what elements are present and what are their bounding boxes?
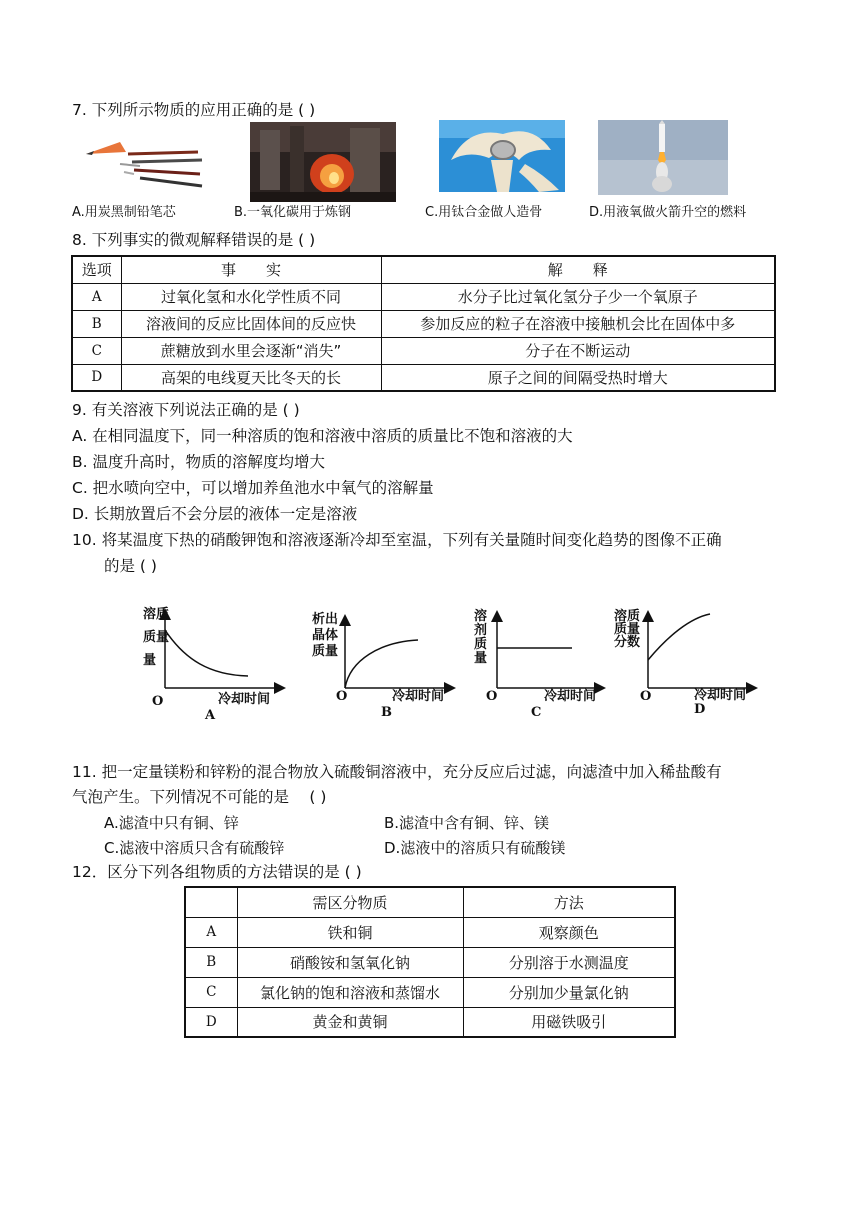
table-row	[185, 917, 675, 947]
table-row	[72, 337, 775, 364]
table-header: 方法	[463, 887, 675, 917]
table-row	[185, 977, 675, 1007]
steelmaking-image	[250, 122, 396, 202]
graph-d-letter: D	[694, 702, 706, 717]
graph-b	[312, 611, 450, 720]
graph-c-ylabel: 量	[474, 651, 488, 666]
table-cell: 参加反应的粒子在溶液中接触机会比在固体中多	[381, 310, 775, 337]
graph-b-ylabel: 析出	[312, 612, 339, 627]
table-header-row	[185, 887, 675, 917]
graph-c-xlabel: 冷却时间	[544, 689, 597, 704]
table-cell: 分别溶于水测温度	[463, 947, 675, 977]
graph-c-ylabel: 质	[474, 637, 488, 652]
table-cell: B	[185, 947, 237, 977]
graph-a-ylabel: 质量	[143, 630, 170, 645]
table-cell: 观察颜色	[463, 917, 675, 947]
table-cell: 过氧化氢和水化学性质不同	[121, 283, 381, 310]
q10-stem-line1: 10. 将某温度下热的硝酸钾饱和溶液逐渐冷却至室温，下列有关量随时间变化趋势的图像不正确	[72, 531, 722, 549]
table-cell: 氯化钠的饱和溶液和蒸馏水	[237, 977, 463, 1007]
graph-b-xlabel: 冷却时间	[392, 689, 445, 704]
q9-option-b: B. 温度升高时，物质的溶解度均增大	[72, 453, 325, 471]
table-cell: 高架的电线夏天比冬天的长	[121, 364, 381, 391]
q11-option-c: C.滤液中溶质只含有硫酸锌	[104, 839, 285, 857]
graph-d-ylabel: 质量	[614, 622, 641, 637]
table-row	[185, 1007, 675, 1037]
table-header-row	[72, 256, 775, 283]
q7-option-d: D.用液氧做火箭升空的燃料	[589, 205, 747, 220]
q12-stem: 12．区分下列各组物质的方法错误的是 ( )	[72, 863, 362, 881]
table-header: 选项	[72, 256, 121, 283]
graph-c-ylabel: 溶	[474, 609, 488, 624]
q9-option-d: D. 长期放置后不会分层的液体一定是溶液	[72, 505, 358, 523]
q11-option-d: D.滤液中的溶质只有硫酸镁	[384, 839, 566, 857]
pencils-image	[80, 122, 208, 196]
table-cell: B	[72, 310, 121, 337]
table-cell: 溶液间的反应比固体间的反应快	[121, 310, 381, 337]
table-cell: 黄金和黄铜	[237, 1007, 463, 1037]
graph-b-ylabel: 晶体	[312, 628, 339, 643]
q9-option-c: C. 把水喷向空中，可以增加养鱼池水中氧气的溶解量	[72, 479, 434, 497]
graph-d-xlabel: 冷却时间	[694, 688, 747, 703]
table-cell: 原子之间的间隔受热时增大	[381, 364, 775, 391]
table-cell: 分别加少量氯化钠	[463, 977, 675, 1007]
table-cell: D	[72, 364, 121, 391]
graph-d-ylabel: 溶质	[614, 609, 641, 624]
graph-c	[474, 608, 600, 720]
graph-a-letter: A	[205, 708, 216, 723]
graph-c-ylabel: 剂	[474, 623, 488, 638]
graph-d	[614, 608, 752, 717]
graph-a-xlabel: 冷却时间	[218, 692, 271, 707]
table-cell: 蔗糖放到水里会逐渐“消失”	[121, 337, 381, 364]
q9-option-a: A. 在相同温度下，同一种溶质的饱和溶液中溶质的质量比不饱和溶液的大	[72, 427, 573, 445]
graph-c-origin: O	[486, 689, 498, 704]
graph-b-curve	[345, 640, 418, 688]
graph-c-letter: C	[531, 705, 542, 720]
table-cell: C	[185, 977, 237, 1007]
table-cell: 水分子比过氧化氢分子少一个氧原子	[381, 283, 775, 310]
q7-stem: 7. 下列所示物质的应用正确的是 ( )	[72, 101, 316, 119]
graph-d-ylabel: 分数	[614, 635, 641, 650]
table-cell: C	[72, 337, 121, 364]
table-cell: 铁和铜	[237, 917, 463, 947]
q12-table	[184, 886, 676, 1038]
table-header: 事 实	[121, 256, 381, 283]
rocket-image	[598, 120, 728, 195]
graph-d-origin: O	[640, 689, 652, 704]
graph-d-curve	[648, 614, 710, 660]
table-cell: 用磁铁吸引	[463, 1007, 675, 1037]
graph-b-ylabel: 质量	[312, 644, 339, 659]
table-header: 需区分物质	[237, 887, 463, 917]
q7-option-b: B.一氧化碳用于炼钢	[234, 205, 352, 220]
graph-a-ylabel: 溶质	[143, 607, 170, 622]
graph-b-letter: B	[381, 705, 392, 720]
graph-b-origin: O	[336, 689, 348, 704]
q10-graphs	[0, 590, 860, 730]
table-row	[72, 283, 775, 310]
table-cell: A	[185, 917, 237, 947]
table-row	[72, 364, 775, 391]
table-header: 解 释	[381, 256, 775, 283]
q10-stem-line2: 的是 ( )	[104, 557, 157, 575]
table-cell: A	[72, 283, 121, 310]
q11-option-b: B.滤渣中含有铜、锌、镁	[384, 814, 550, 832]
q8-table	[71, 255, 776, 392]
q9-stem: 9. 有关溶液下列说法正确的是 ( )	[72, 401, 300, 419]
table-row	[185, 947, 675, 977]
table-cell: 硝酸铵和氢氧化钠	[237, 947, 463, 977]
table-header	[185, 887, 237, 917]
q11-option-a: A.滤渣中只有铜、锌	[104, 814, 239, 832]
table-row	[72, 310, 775, 337]
graph-a	[143, 606, 280, 723]
graph-a-origin: O	[152, 694, 164, 709]
q7-option-a: A.用炭黑制铅笔芯	[72, 205, 176, 220]
q8-stem: 8. 下列事实的微观解释错误的是 ( )	[72, 231, 316, 249]
graph-a-ylabel-extra: 量	[143, 653, 157, 668]
graph-a-curve	[165, 630, 248, 676]
q11-stem-line2: 气泡产生。下列情况不可能的是 ( )	[72, 788, 327, 806]
titanium-bone-image	[439, 120, 565, 192]
table-cell: D	[185, 1007, 237, 1037]
table-cell: 分子在不断运动	[381, 337, 775, 364]
q11-stem-line1: 11. 把一定量镁粉和锌粉的混合物放入硫酸铜溶液中，充分反应后过滤，向滤渣中加入稀盐酸有	[72, 763, 722, 781]
q7-option-c: C.用钛合金做人造骨	[425, 205, 543, 220]
